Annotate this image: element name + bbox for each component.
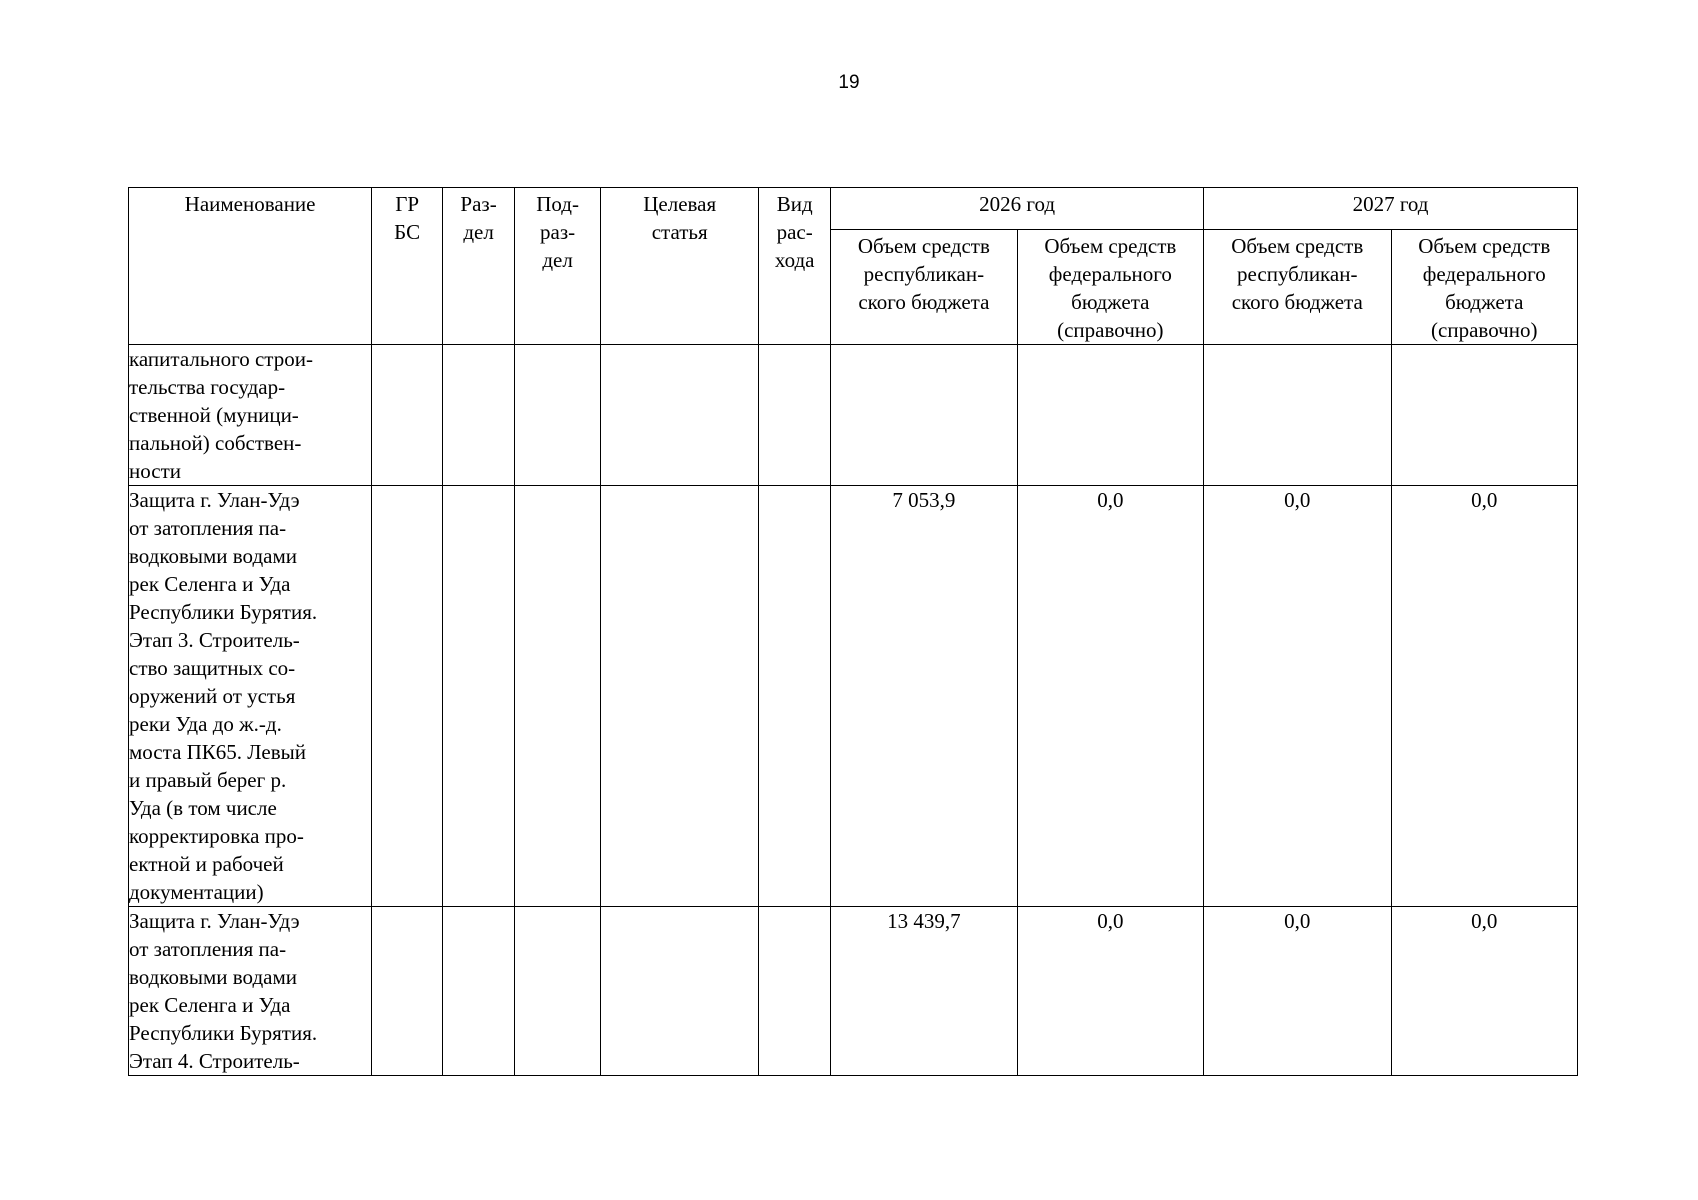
table-row [129,907,1578,1076]
row-federal-2027: 0,0 [1391,907,1578,1076]
row-expense-type [759,486,831,907]
row-podrazdel [515,907,601,1076]
page-number: 19 [838,72,860,93]
header-year-2026: 2026 год [831,188,1204,230]
row-federal-2027: 0,0 [1391,486,1578,907]
row-grbs [372,345,443,486]
header-podrazdel: Под- раз- дел [515,188,601,345]
row-republic-2027: 0,0 [1204,486,1391,907]
row-razdel [443,907,515,1076]
row-federal-2026: 0,0 [1017,486,1203,907]
budget-table [128,187,1578,1076]
row-expense-type [759,345,831,486]
header-year-2027: 2027 год [1204,188,1578,230]
row-republic-2026: 7 053,9 [831,486,1017,907]
row-republic-2026: 13 439,7 [831,907,1017,1076]
header-republic-2027: Объем средств республикан- ского бюджета [1204,230,1391,345]
row-target-article [601,486,759,907]
row-federal-2026 [1017,345,1203,486]
header-grbs: ГР БС [372,188,443,345]
row-federal-2026: 0,0 [1017,907,1203,1076]
row-name: капитального строи- тельства государ- ственной (муници- пальной) собствен- ности [129,345,372,486]
header-name: Наименование [129,188,372,345]
row-razdel [443,486,515,907]
header-federal-2026: Объем средств федерального бюджета (справочно) [1017,230,1203,345]
row-grbs [372,486,443,907]
header-row-top [129,188,1578,230]
row-republic-2026 [831,345,1017,486]
header-republic-2026: Объем средств республикан- ского бюджета [831,230,1017,345]
row-podrazdel [515,486,601,907]
header-federal-2027: Объем средств федерального бюджета (справочно) [1391,230,1578,345]
row-grbs [372,907,443,1076]
row-expense-type [759,907,831,1076]
table-row [129,345,1578,486]
table-row [129,486,1578,907]
row-name: Защита г. Улан-Удэ от затопления па- водковыми водами рек Селенга и Уда Республики Бурятия. Этап 3. Строитель- ство защитных со- оружений от устья реки Уда до ж.-д. моста ПК65. Левый и правый берег р. Уда (в том числе корректировка про- ектной и рабочей документации) [129,486,372,907]
header-target-article: Целевая статья [601,188,759,345]
row-republic-2027: 0,0 [1204,907,1391,1076]
row-target-article [601,907,759,1076]
row-razdel [443,345,515,486]
header-expense-type: Вид рас- хода [759,188,831,345]
row-republic-2027 [1204,345,1391,486]
header-razdel: Раз- дел [443,188,515,345]
row-federal-2027 [1391,345,1578,486]
row-target-article [601,345,759,486]
row-podrazdel [515,345,601,486]
row-name: Защита г. Улан-Удэ от затопления па- водковыми водами рек Селенга и Уда Республики Бурятия. Этап 4. Строитель- [129,907,372,1076]
